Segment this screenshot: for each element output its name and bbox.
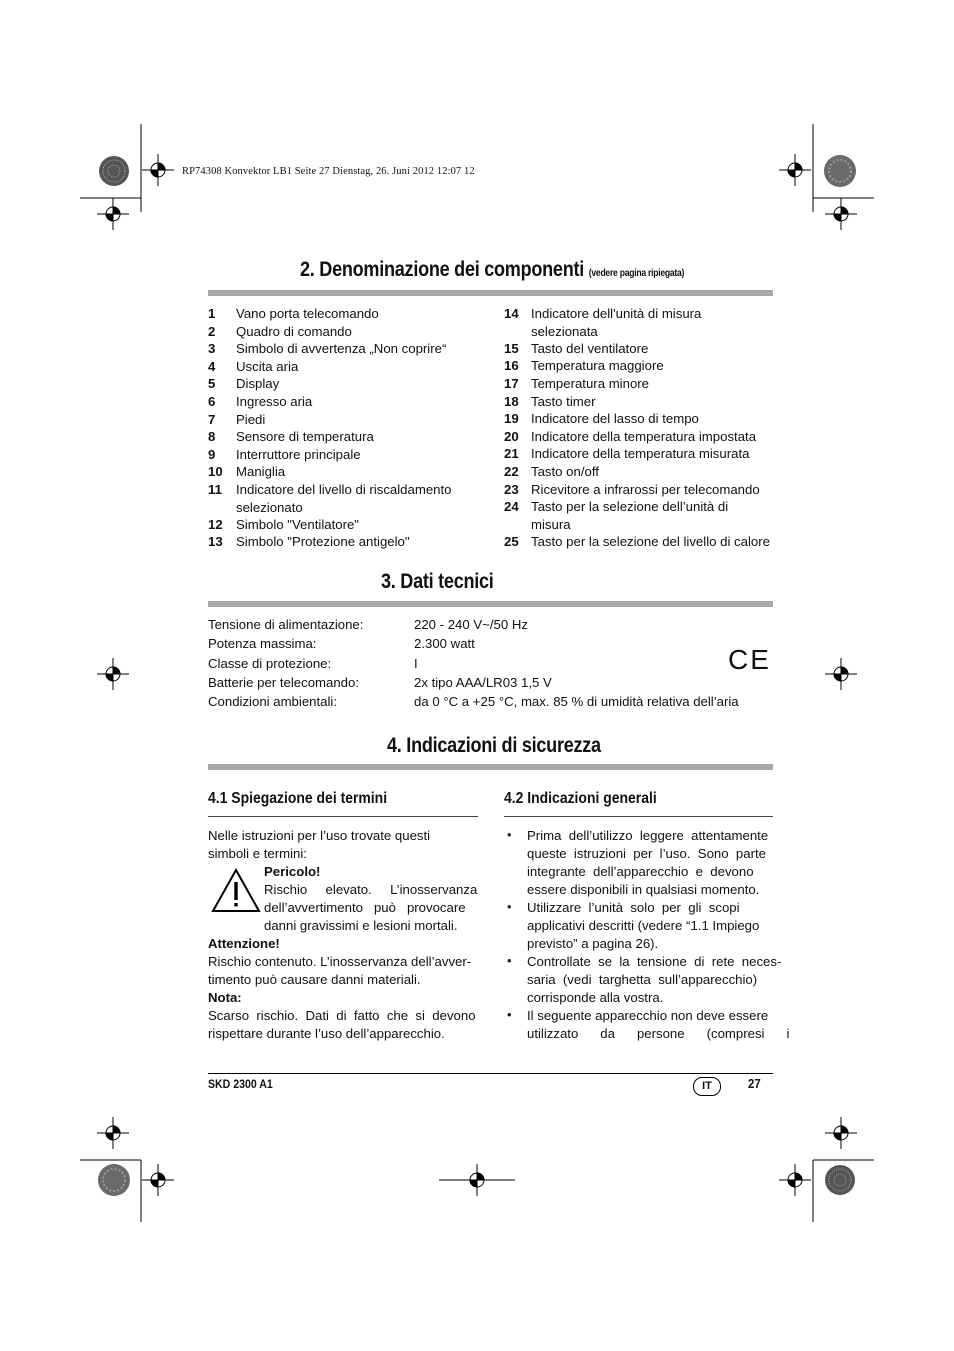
spec-value: 220 - 240 V~/50 Hz <box>414 617 528 632</box>
subsection-4-2-rule <box>504 816 773 817</box>
note-line: rispettare durante l’uso dell’apparecchio. <box>208 1026 445 1041</box>
general-note-line: integrante dell’apparecchio e devono <box>527 864 754 879</box>
terms-intro-line: Nelle istruzioni per l’uso trovate questi <box>208 828 431 843</box>
component-label: Indicatore del livello di riscaldamento <box>236 482 452 497</box>
component-number: 23 <box>504 481 519 497</box>
note-line: Scarso rischio. Dati di fatto che si devono <box>208 1008 476 1023</box>
component-label: Piedi <box>236 411 266 427</box>
component-label: Indicatore del lasso di tempo <box>531 411 699 427</box>
language-badge: IT <box>693 1077 721 1096</box>
component-label: Indicatore dell'unità di misura <box>531 306 702 321</box>
component-label: Tasto on/off <box>531 464 599 479</box>
general-note-line: Prima dell’utilizzo leggere attentamente <box>527 828 769 843</box>
footer-model: SKD 2300 A1 <box>208 1077 273 1091</box>
component-number: 18 <box>504 393 519 409</box>
component-number: 15 <box>504 340 519 356</box>
component-label: Temperatura minore <box>531 376 650 391</box>
general-note-line: utilizzato da persone (compresi i <box>527 1026 790 1041</box>
spec-label: Classe di protezione: <box>208 655 332 671</box>
component-label-continued: misura <box>531 516 571 532</box>
component-label: Maniglia <box>236 464 286 480</box>
component-label: Simbolo di avvertenza „Non coprire“ <box>236 341 447 357</box>
component-number: 9 <box>208 446 216 462</box>
spec-value: I <box>414 655 418 671</box>
component-label: Vano porta telecomando <box>236 306 379 321</box>
bullet-icon: • <box>507 1007 512 1022</box>
general-note-line: queste istruzioni per l’uso. Sono parte <box>527 846 766 861</box>
component-label: Tasto timer <box>531 393 596 409</box>
component-number: 11 <box>208 482 222 497</box>
bullet-icon: • <box>507 953 512 968</box>
component-label: Indicatore della temperatura impostata <box>531 428 757 444</box>
section-2-title-text: 2. Denominazione dei componenti <box>300 258 585 281</box>
component-number: 7 <box>208 411 216 427</box>
component-number: 25 <box>504 534 519 549</box>
component-number: 21 <box>504 446 519 462</box>
component-number: 2 <box>208 323 216 339</box>
attention-line: timento può causare danni materiali. <box>208 972 421 987</box>
note-title: Nota: <box>208 990 242 1005</box>
attention-line: Rischio contenuto. L’inosservanza dell’avver- <box>208 954 472 969</box>
warning-triangle-icon <box>211 868 261 914</box>
danger-line: dell’avvertimento può provocare <box>264 900 466 915</box>
component-label: Display <box>236 376 280 392</box>
component-number: 13 <box>208 534 223 550</box>
component-number: 6 <box>208 394 216 409</box>
general-note-line: saria (vedi targhetta sull’apparecchio) <box>527 972 758 987</box>
spec-label: Potenza massima: <box>208 636 317 652</box>
component-label-continued: selezionato <box>236 499 303 515</box>
component-number: 24 <box>504 499 519 515</box>
footer-rule <box>208 1073 773 1074</box>
component-label-continued: selezionata <box>531 323 598 339</box>
general-note-line: Il seguente apparecchio non deve essere <box>527 1008 769 1023</box>
section-3-title: 3. Dati tecnici <box>381 570 494 593</box>
component-label: Ricevitore a infrarossi per telecomando <box>531 481 760 497</box>
page-number: 27 <box>748 1076 761 1091</box>
component-number: 8 <box>208 429 216 445</box>
danger-block <box>264 863 478 935</box>
spec-value: da 0 °C a +25 °C, max. 85 % di umidità relativa dell’aria <box>414 694 739 710</box>
component-number: 16 <box>504 358 519 374</box>
component-label: Tasto per la selezione del livello di calore <box>531 534 770 549</box>
section-4-title: 4. Indicazioni di sicurezza <box>387 734 601 757</box>
attention-title: Attenzione! <box>208 936 280 951</box>
section-2-title <box>300 258 684 282</box>
print-info-line: RP74308 Konvektor LB1 Seite 27 Dienstag, 26. Juni 2012 12:07 12 <box>182 166 475 177</box>
component-label: Simbolo "Ventilatore" <box>236 516 359 532</box>
general-note-line: Controllate se la tensione di rete neces- <box>527 954 782 969</box>
bullet-icon: • <box>507 899 512 914</box>
component-label: Quadro di comando <box>236 323 352 339</box>
terms-intro <box>208 827 478 863</box>
danger-line: danni gravissimi e lesioni mortali. <box>264 918 458 933</box>
general-note-line: corrisponde alla vostra. <box>527 990 664 1005</box>
component-number: 4 <box>208 358 216 374</box>
general-note-line: essere disponibili in qualsiasi momento. <box>527 882 760 897</box>
section-3-rule <box>208 601 773 607</box>
component-number: 10 <box>208 464 223 480</box>
terms-intro-line: simboli e termini: <box>208 846 307 861</box>
spec-label: Tensione di alimentazione: <box>208 617 364 632</box>
spec-label: Batterie per telecomando: <box>208 674 360 690</box>
component-number: 1 <box>208 306 216 321</box>
attention-block <box>208 935 483 1043</box>
section-2-rule <box>208 290 773 296</box>
danger-title: Pericolo! <box>264 864 321 879</box>
subsection-4-2-title: 4.2 Indicazioni generali <box>504 790 657 807</box>
component-label: Indicatore della temperatura misurata <box>531 446 750 462</box>
component-label: Simbolo "Protezione antigelo" <box>236 534 410 550</box>
component-number: 12 <box>208 516 223 532</box>
spec-value: 2.300 watt <box>414 636 475 652</box>
component-label: Uscita aria <box>236 358 299 374</box>
general-note-line: Utilizzare l’unità solo per gli scopi <box>527 900 740 915</box>
component-number: 5 <box>208 376 216 392</box>
component-label: Tasto del ventilatore <box>531 340 649 356</box>
component-number: 17 <box>504 376 519 391</box>
component-label: Tasto per la selezione dell’unità di <box>531 499 729 515</box>
ce-mark: CE <box>728 644 771 675</box>
component-label: Sensore di temperatura <box>236 429 374 445</box>
spec-label: Condizioni ambientali: <box>208 694 338 710</box>
danger-line: Rischio elevato. L’inosservanza <box>264 882 478 897</box>
component-number: 20 <box>504 428 519 444</box>
spec-value: 2x tipo AAA/LR03 1,5 V <box>414 674 552 690</box>
subsection-4-1-rule <box>208 816 478 817</box>
section-2-note: (vedere pagina ripiegata) <box>588 268 685 279</box>
component-number: 3 <box>208 341 216 357</box>
component-number: 19 <box>504 411 519 427</box>
component-label: Ingresso aria <box>236 394 313 409</box>
component-label: Temperatura maggiore <box>531 358 664 374</box>
subsection-4-1-title: 4.1 Spiegazione dei termini <box>208 790 388 807</box>
general-note-line: previsto” a pagina 26). <box>527 936 659 951</box>
component-number: 14 <box>504 306 519 321</box>
component-number: 22 <box>504 464 519 479</box>
component-label: Interruttore principale <box>236 446 361 462</box>
general-note-line: applicativi descritti (vedere “1.1 Impiego <box>527 918 760 933</box>
section-4-rule <box>208 764 773 770</box>
bullet-icon: • <box>507 827 512 842</box>
